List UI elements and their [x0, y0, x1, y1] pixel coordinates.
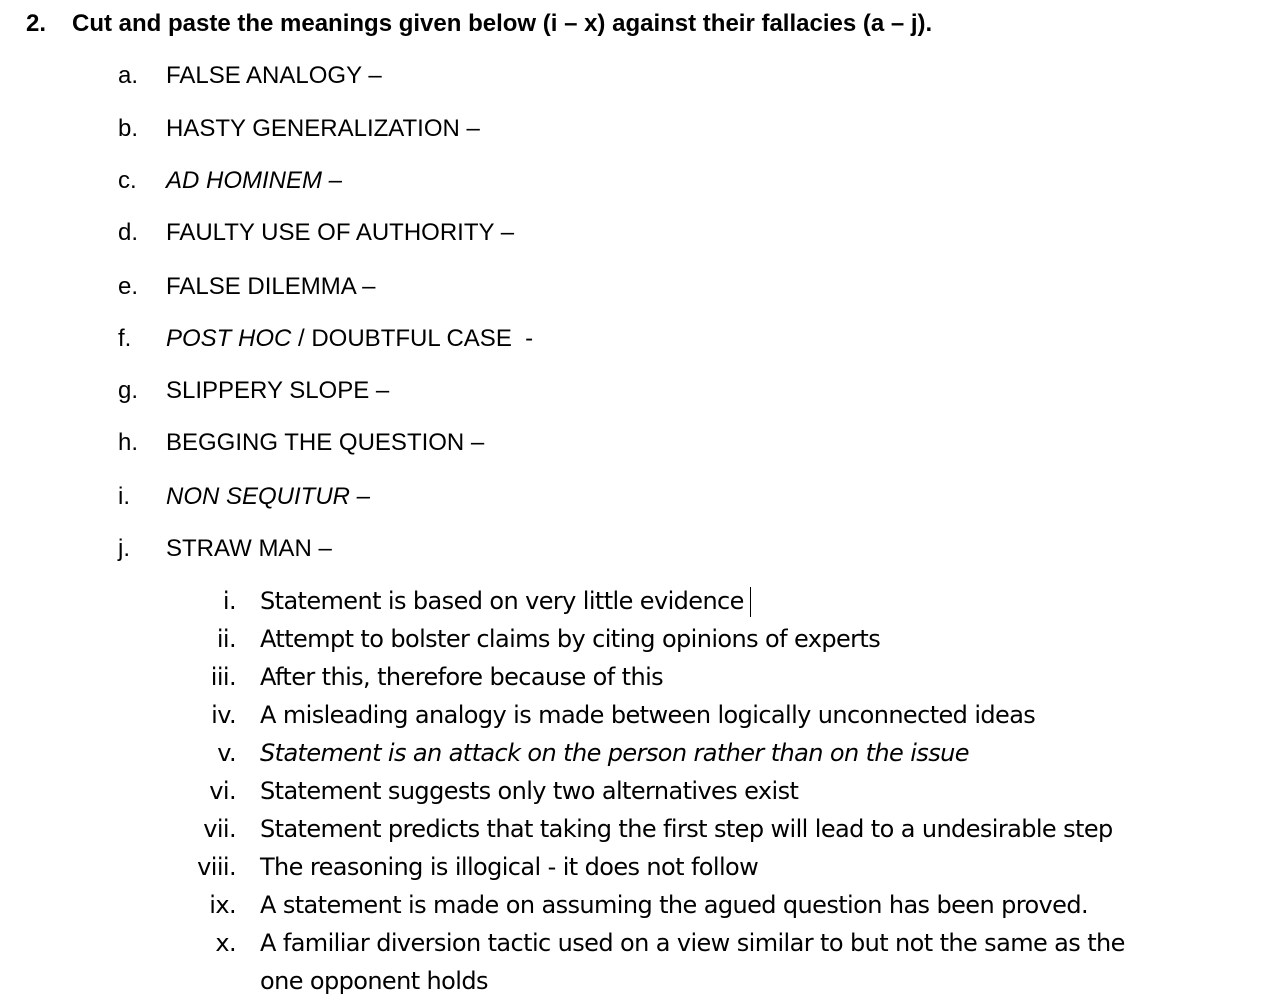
- fallacy-term-italic: POST HOC: [166, 325, 292, 352]
- question-instruction: Cut and paste the meanings given below (i – x) against their fallacies (a – j).: [72, 10, 933, 37]
- text-cursor: [750, 587, 751, 617]
- meaning-item-iii: [190, 659, 663, 695]
- fallacy-text: STRAW MAN –: [166, 535, 332, 562]
- meaning-item-ix: [190, 887, 1088, 923]
- meaning-text: The reasoning is illogical - it does not follow: [260, 853, 759, 881]
- meaning-text: A misleading analogy is made between logically unconnected ideas: [260, 701, 1036, 729]
- fallacy-item-a: [118, 60, 382, 92]
- fallacy-text: SLIPPERY SLOPE –: [166, 377, 390, 404]
- fallacy-text: AD HOMINEM –: [166, 167, 343, 194]
- meaning-text: Statement is an attack on the person rather than on the issue: [260, 739, 969, 767]
- meaning-item-x-continuation: one opponent holds: [260, 967, 488, 995]
- fallacy-letter: a.: [118, 62, 139, 89]
- meaning-item-i: [190, 583, 751, 619]
- meaning-numeral: vii.: [203, 815, 236, 843]
- meaning-numeral: iv.: [211, 701, 236, 729]
- fallacy-letter: j.: [118, 535, 130, 562]
- fallacy-text: / DOUBTFUL CASE -: [291, 325, 534, 352]
- meaning-item-vii: [190, 811, 1113, 847]
- fallacy-item-d: [118, 217, 514, 249]
- fallacy-text: NON SEQUITUR –: [166, 483, 371, 510]
- fallacy-letter: b.: [118, 115, 139, 142]
- meaning-item-x: [190, 925, 1125, 961]
- fallacy-letter: f.: [118, 325, 132, 352]
- meaning-numeral: x.: [215, 929, 236, 957]
- meaning-numeral: v.: [217, 739, 236, 767]
- meaning-text: Statement predicts that taking the first step will lead to a undesirable step: [260, 815, 1113, 843]
- meaning-item-vi: [190, 773, 798, 809]
- meaning-numeral: ix.: [209, 891, 236, 919]
- fallacy-text: BEGGING THE QUESTION –: [166, 429, 485, 456]
- meaning-text: Statement is based on very little evidence: [260, 587, 744, 615]
- fallacy-letter: i.: [118, 483, 130, 510]
- fallacy-text: FALSE DILEMMA –: [166, 273, 376, 300]
- meaning-item-iv: [190, 697, 1035, 733]
- fallacy-item-b: [118, 113, 480, 145]
- meaning-numeral: viii.: [197, 853, 236, 881]
- fallacy-text: FAULTY USE OF AUTHORITY –: [166, 219, 515, 246]
- meaning-item-ii: [190, 621, 880, 657]
- fallacy-letter: h.: [118, 429, 139, 456]
- meaning-text: A statement is made on assuming the agued question has been proved.: [260, 891, 1088, 919]
- fallacy-text: HASTY GENERALIZATION –: [166, 115, 480, 142]
- question-number: 2.: [26, 10, 47, 37]
- meaning-text: Statement suggests only two alternatives exist: [260, 777, 799, 805]
- fallacy-letter: c.: [118, 167, 137, 194]
- fallacy-item-i: [118, 481, 370, 513]
- fallacy-text: FALSE ANALOGY –: [166, 62, 382, 89]
- fallacy-item-f: [118, 323, 533, 355]
- fallacy-item-g: [118, 375, 389, 407]
- meaning-numeral: vi.: [209, 777, 236, 805]
- fallacy-item-e: [118, 271, 375, 303]
- meaning-numeral: i.: [222, 587, 236, 615]
- meaning-text: A familiar diversion tactic used on a view similar to but not the same as the: [260, 929, 1125, 957]
- fallacy-item-j: [118, 533, 332, 565]
- meaning-numeral: iii.: [210, 663, 236, 691]
- meaning-text: After this, therefore because of this: [260, 663, 664, 691]
- fallacy-letter: g.: [118, 377, 139, 404]
- meaning-numeral: ii.: [216, 625, 236, 653]
- fallacy-item-c: [118, 165, 342, 197]
- meaning-item-v: [190, 735, 969, 771]
- fallacy-item-h: [118, 427, 484, 459]
- fallacy-letter: d.: [118, 219, 139, 246]
- fallacy-letter: e.: [118, 273, 139, 300]
- meaning-item-viii: [190, 849, 758, 885]
- question-heading: [26, 8, 932, 40]
- meaning-text: Attempt to bolster claims by citing opinions of experts: [260, 625, 881, 653]
